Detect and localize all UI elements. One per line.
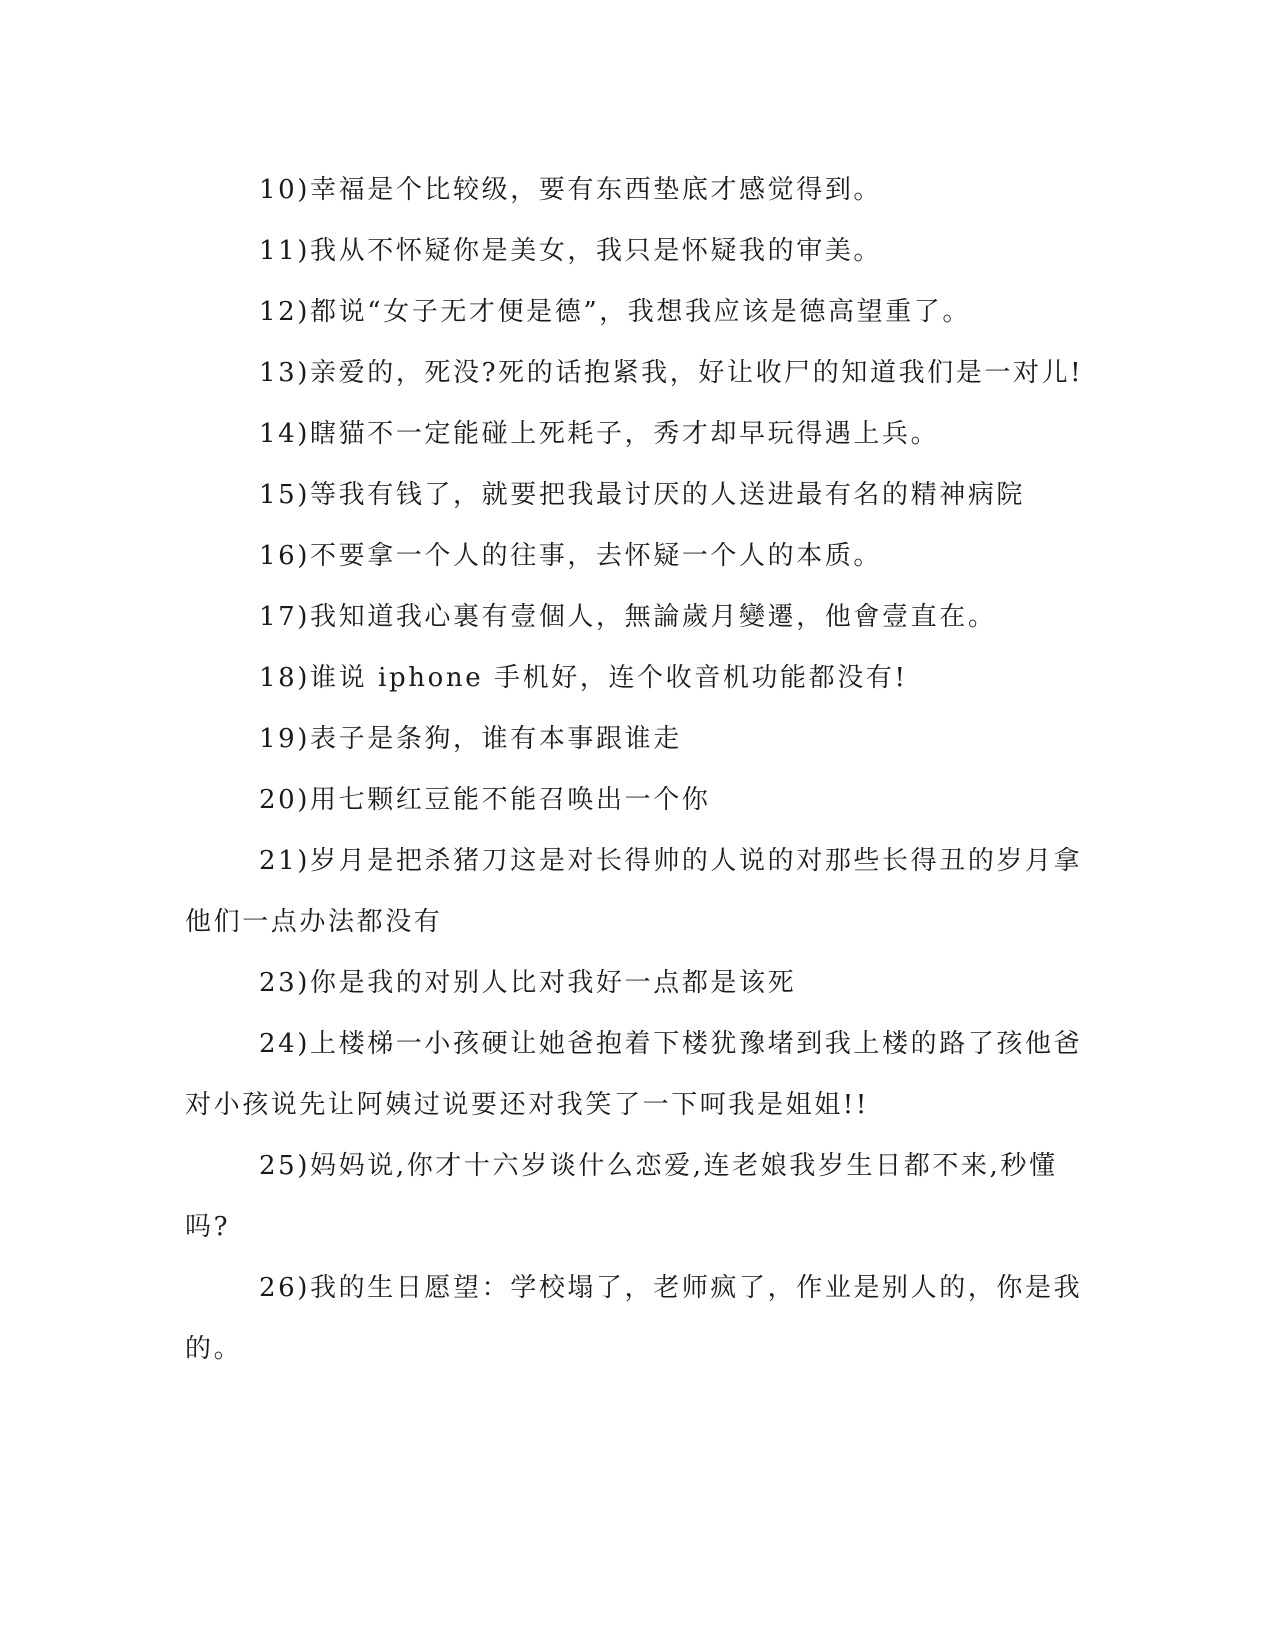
paragraph: 23)你是我的对别人比对我好一点都是该死 <box>259 968 797 998</box>
paragraph: 20)用七颗红豆能不能召唤出一个你 <box>259 785 711 815</box>
paragraph: 15)等我有钱了，就要把我最讨厌的人送进最有名的精神病院 <box>259 480 1026 510</box>
paragraph: 13)亲爱的，死没?死的话抱紧我，好让收尸的知道我们是一对儿! <box>259 358 1084 388</box>
paragraph: 17)我知道我心裏有壹個人，無論歲月變遷，他會壹直在。 <box>259 602 997 632</box>
paragraph: 14)瞎猫不一定能碰上死耗子，秀才却早玩得遇上兵。 <box>259 419 940 449</box>
paragraph: 25)妈妈说,你才十六岁谈什么恋爱,连老娘我岁生日都不来,秒懂吗? <box>185 1151 1058 1242</box>
paragraph: 21)岁月是把杀猪刀这是对长得帅的人说的对那些长得丑的岁月拿他们一点办法都没有 <box>185 846 1083 937</box>
paragraph: 16)不要拿一个人的往事，去怀疑一个人的本质。 <box>259 541 883 571</box>
paragraph: 26)我的生日愿望：学校塌了，老师疯了，作业是别人的，你是我的。 <box>185 1273 1083 1364</box>
paragraph: 24)上楼梯一小孩硬让她爸抱着下楼犹豫堵到我上楼的路了孩他爸对小孩说先让阿姨过说要还对我笑了一下呵我是姐姐!! <box>185 1029 1083 1120</box>
document-body <box>185 160 1085 1380</box>
paragraph: 12)都说“女子无才便是德”，我想我应该是德高望重了。 <box>259 297 972 327</box>
paragraph: 19)表子是条狗，谁有本事跟谁走 <box>259 724 682 754</box>
paragraph: 18)谁说 iphone 手机好，连个收音机功能都没有! <box>259 663 908 693</box>
paragraph: 11)我从不怀疑你是美女，我只是怀疑我的审美。 <box>259 236 883 266</box>
paragraph: 10)幸福是个比较级，要有东西垫底才感觉得到。 <box>259 175 883 205</box>
